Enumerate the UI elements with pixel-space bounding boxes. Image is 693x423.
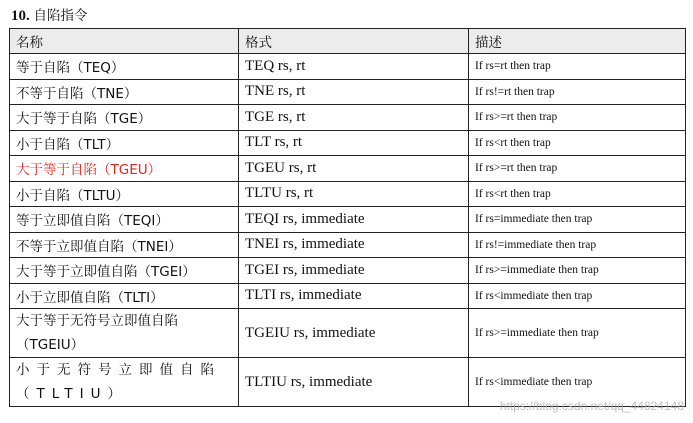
instruction-format: TLTI rs, immediate [239, 283, 469, 309]
instruction-format: TEQI rs, immediate [239, 207, 469, 233]
table-row [10, 358, 686, 407]
header-description: 描述 [469, 29, 686, 54]
table-row-highlighted [10, 156, 686, 182]
table-row [10, 283, 686, 309]
section-heading [11, 5, 88, 27]
instruction-name: 小于立即值自陷（TLTI） [10, 283, 239, 309]
instruction-format: TGEI rs, immediate [239, 258, 469, 284]
instruction-description: If rs>=immediate then trap [469, 309, 686, 358]
section-number: 10. [11, 8, 30, 24]
table-row [10, 130, 686, 156]
instruction-name: 小于无符号立即值自陷（TLTIU） [10, 358, 239, 407]
instruction-format: TNEI rs, immediate [239, 232, 469, 258]
instruction-name: 大于等于无符号立即值自陷（TGEIU） [10, 309, 239, 358]
instruction-description: If rs!=rt then trap [469, 79, 686, 105]
instruction-format: TEQ rs, rt [239, 54, 469, 80]
instruction-name: 不等于自陷（TNE） [10, 79, 239, 105]
watermark-url: https://blog.csdn.net/qq_44824148 [499, 399, 684, 413]
instruction-name: 不等于立即值自陷（TNEI） [10, 232, 239, 258]
instruction-description: If rs>=rt then trap [469, 156, 686, 182]
instruction-format: TGE rs, rt [239, 105, 469, 131]
instruction-name: 小于自陷（TLT） [10, 130, 239, 156]
instruction-name: 大于等于立即值自陷（TGEI） [10, 258, 239, 284]
header-format: 格式 [239, 29, 469, 54]
instruction-description: If rs!=immediate then trap [469, 232, 686, 258]
trap-instructions-table [9, 28, 686, 407]
instruction-description: If rs>=immediate then trap [469, 258, 686, 284]
instruction-format: TLTU rs, rt [239, 181, 469, 207]
instruction-name-highlighted: 大于等于自陷（TGEU） [10, 156, 239, 182]
table-row [10, 79, 686, 105]
table-row [10, 105, 686, 131]
header-name: 名称 [10, 29, 239, 54]
instruction-description: If rs<immediate then trap [469, 283, 686, 309]
instruction-description: If rs=immediate then trap [469, 207, 686, 233]
instruction-format: TGEU rs, rt [239, 156, 469, 182]
table-row [10, 54, 686, 80]
table-row [10, 309, 686, 358]
instruction-description: If rs<rt then trap [469, 130, 686, 156]
instruction-description: If rs=rt then trap [469, 54, 686, 80]
instruction-name: 等于自陷（TEQ） [10, 54, 239, 80]
table-row [10, 232, 686, 258]
instruction-format: TNE rs, rt [239, 79, 469, 105]
section-title: 自陷指令 [33, 8, 88, 24]
instruction-name: 大于等于自陷（TGE） [10, 105, 239, 131]
instruction-description: If rs<rt then trap [469, 181, 686, 207]
instruction-format: TGEIU rs, immediate [239, 309, 469, 358]
table-header-row [10, 29, 686, 54]
table-row [10, 258, 686, 284]
instruction-description: If rs<immediate then trap [469, 358, 686, 407]
instruction-description: If rs>=rt then trap [469, 105, 686, 131]
instruction-format: TLT rs, rt [239, 130, 469, 156]
instruction-format: TLTIU rs, immediate [239, 358, 469, 407]
instruction-name: 等于立即值自陷（TEQI） [10, 207, 239, 233]
table-row [10, 207, 686, 233]
instruction-name: 小于自陷（TLTU） [10, 181, 239, 207]
table-row [10, 181, 686, 207]
